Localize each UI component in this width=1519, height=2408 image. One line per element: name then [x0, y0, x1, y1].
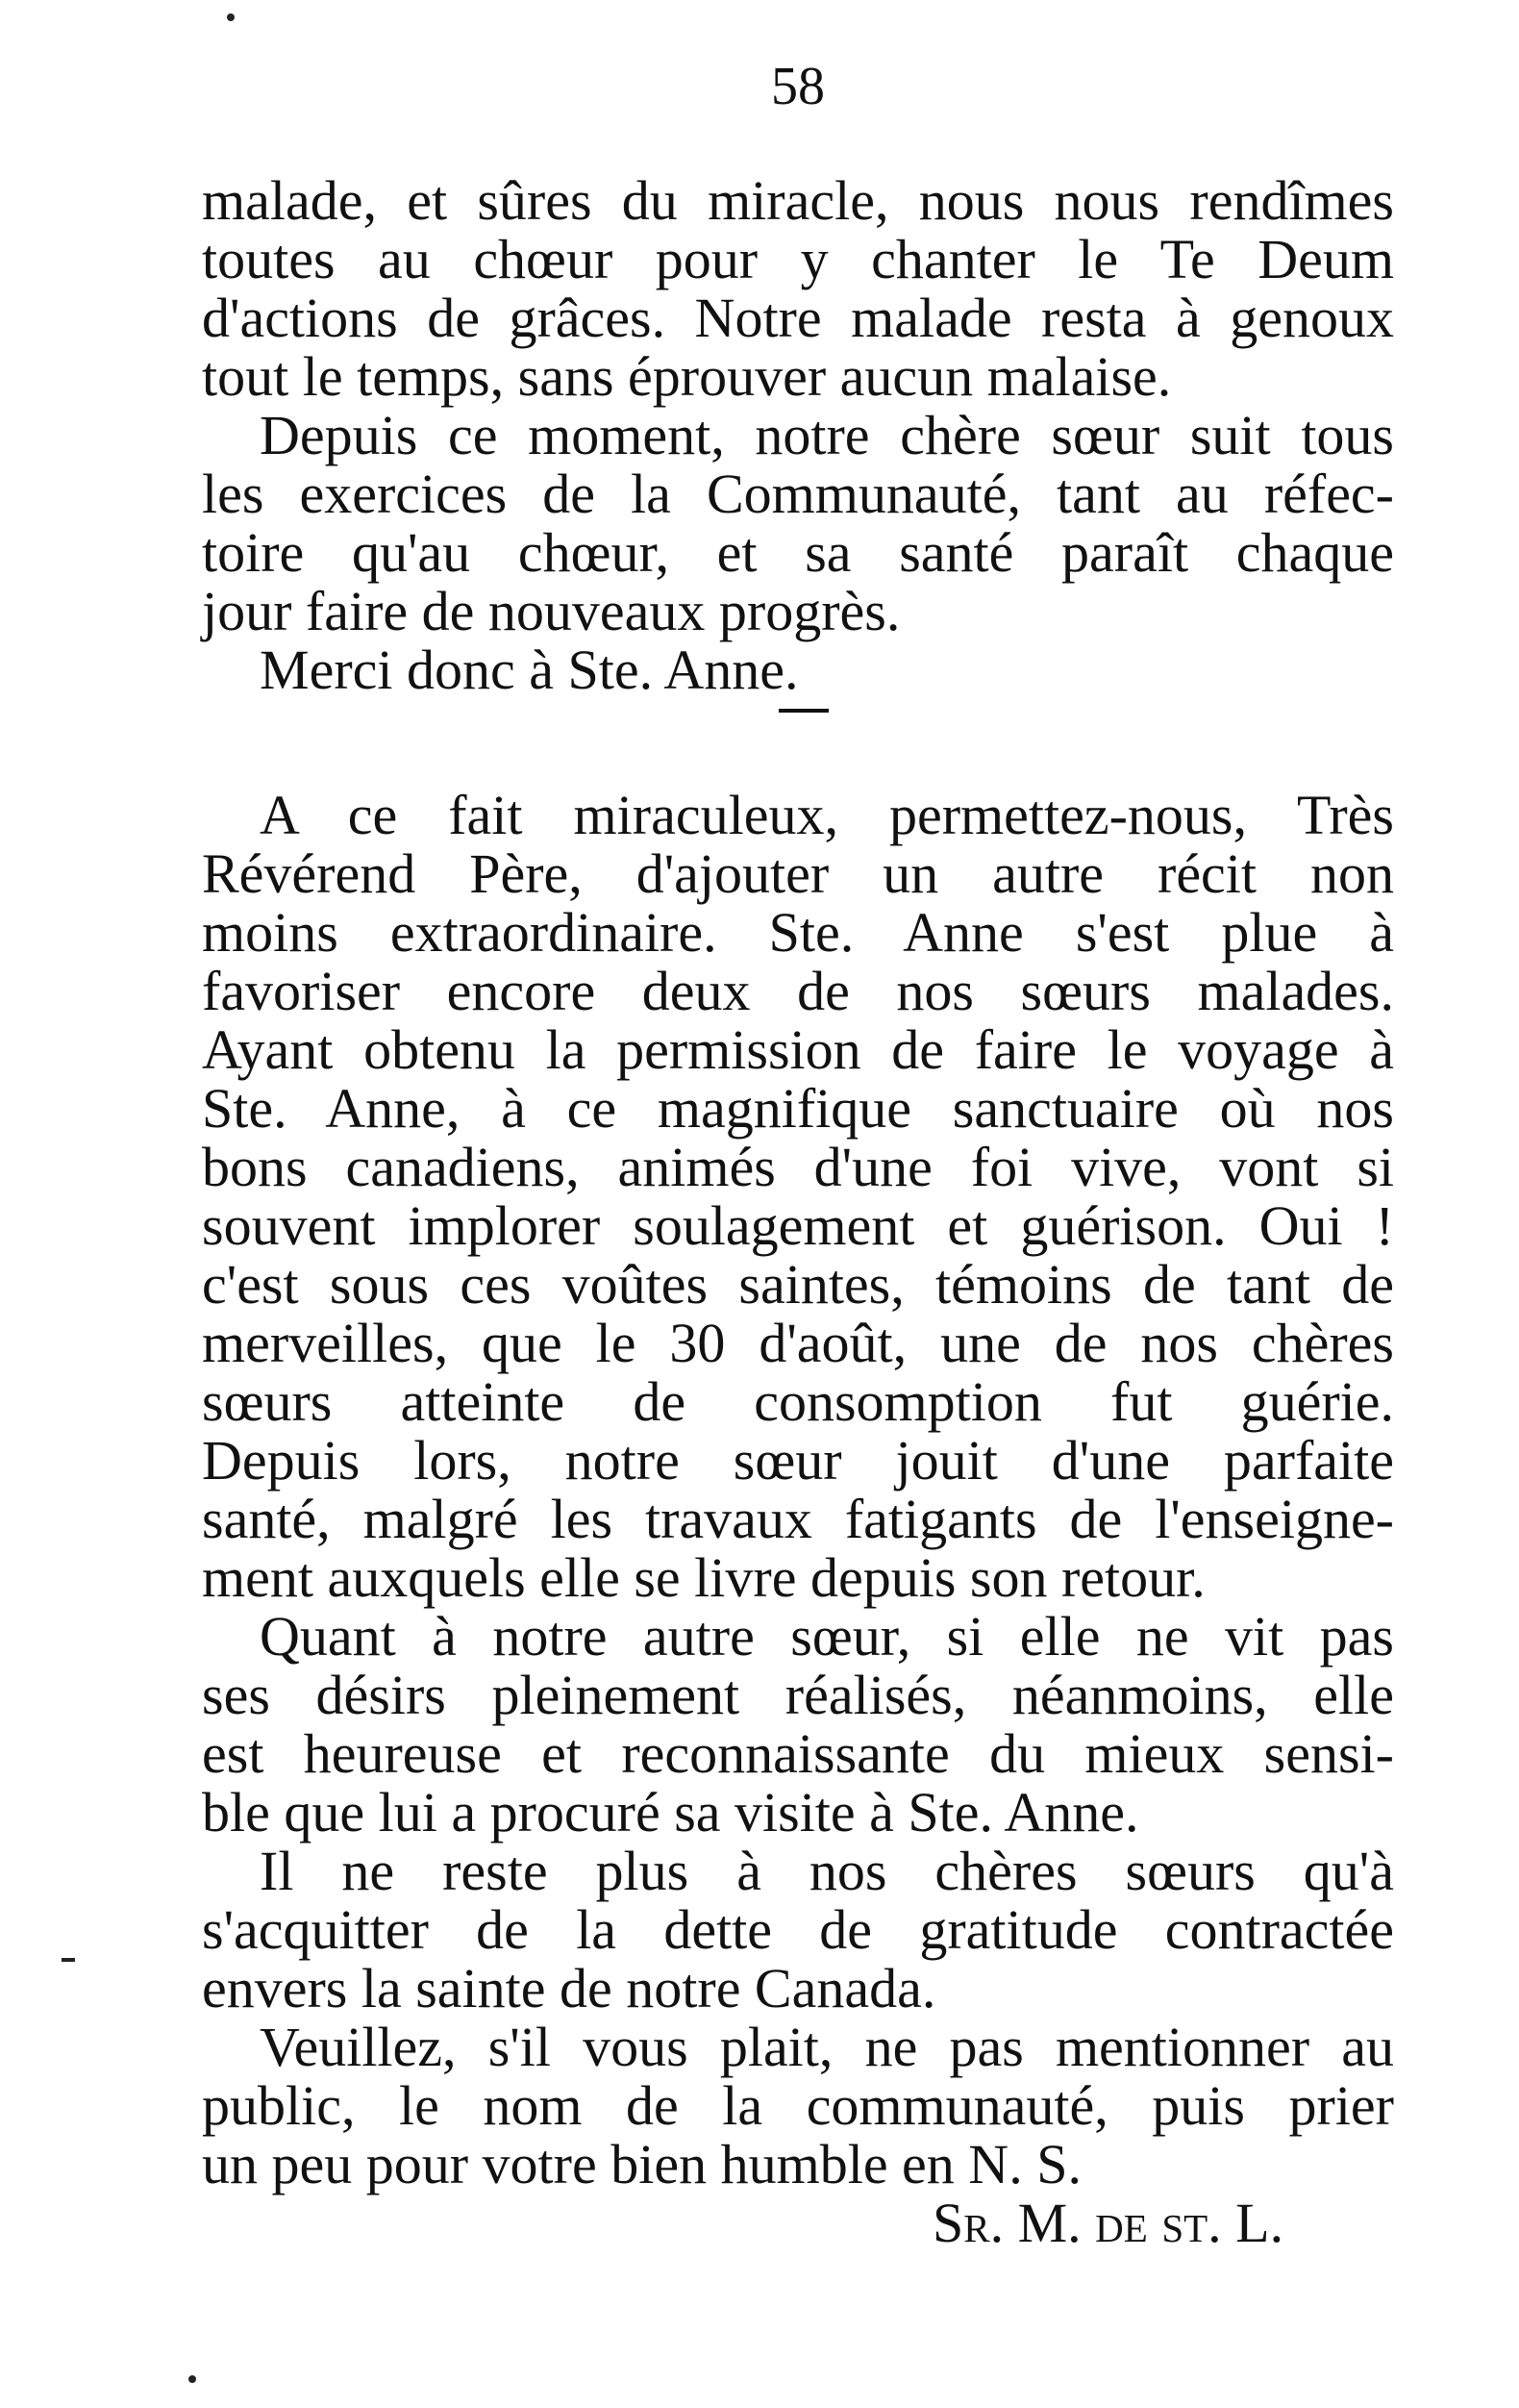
paragraph: [202, 1842, 1394, 2018]
text-line: A ce fait miraculeux, permettez-nous, Très: [260, 784, 1394, 846]
text-line: merveilles, que le 30 d'août, une de nos chères: [202, 1312, 1394, 1374]
text-line: favoriser encore deux de nos sœurs malades.: [202, 960, 1394, 1022]
text-line: bons canadiens, animés d'une foi vive, vont si: [202, 1136, 1394, 1198]
text-line: ment auxquels elle se livre depuis son retour.: [202, 1546, 1206, 1609]
text-line: public, le nom de la communauté, puis prier: [202, 2074, 1394, 2137]
text-line: est heureuse et reconnaissante du mieux sensi-: [202, 1722, 1394, 1785]
text-line: les exercices de la Communauté, tant au réfec-: [202, 463, 1394, 525]
text-line: Depuis ce moment, notre chère sœur suit tous: [260, 404, 1394, 466]
text-line: toire qu'au chœur, et sa santé paraît chaque: [202, 521, 1394, 584]
text-line: moins extraordinaire. Ste. Anne s'est plue à: [202, 901, 1394, 964]
text-line: Ayant obtenu la permission de faire le voyage à: [202, 1018, 1394, 1081]
text-line: souvent implorer soulagement et guérison. Oui !: [202, 1194, 1394, 1257]
text-line: Révérend Père, d'ajouter un autre récit non: [202, 842, 1394, 905]
body-text: [202, 171, 1394, 2252]
text-line: Il ne reste plus à nos chères sœurs qu'à: [260, 1840, 1394, 1902]
text-line: Depuis lors, notre sœur jouit d'une parfaite: [202, 1429, 1394, 1492]
text-line: jour faire de nouveaux progrès.: [202, 580, 901, 642]
text-line: ses désirs pleinement réalisés, néanmoins, elle: [202, 1664, 1394, 1726]
text-line: malade, et sûres du miracle, nous nous rendîmes: [202, 169, 1394, 232]
text-line: tout le temps, sans éprouver aucun malaise.: [202, 345, 1172, 408]
signature: Sr. M. de st. L.: [933, 2192, 1284, 2254]
text-line: sœurs atteinte de consomption fut guérie.: [202, 1370, 1394, 1433]
section-divider: [202, 699, 1394, 786]
text-line: d'actions de grâces. Notre malade resta à genoux: [202, 287, 1394, 349]
paragraph: [202, 171, 1394, 406]
paragraph: [202, 406, 1394, 640]
text-line: envers la sainte de notre Canada.: [202, 1957, 936, 2019]
margin-speck: [188, 2375, 196, 2383]
text-line: Veuillez, s'il vous plait, ne pas mentionner au: [260, 2016, 1394, 2078]
paragraph: [202, 786, 1394, 1607]
paragraph: [202, 1607, 1394, 1842]
text-line: Quant à notre autre sœur, si elle ne vit pas: [260, 1605, 1394, 1668]
paragraph: [202, 2018, 1394, 2194]
margin-speck: [227, 13, 235, 21]
margin-speck: [62, 1958, 75, 1962]
text-line: Merci donc à Ste. Anne.: [260, 639, 799, 701]
text-line: santé, malgré les travaux fatigants de l'enseigne-: [202, 1488, 1394, 1550]
text-line: toutes au chœur pour y chanter le Te Deum: [202, 228, 1394, 290]
text-line: un peu pour votre bien humble en N. S.: [202, 2133, 1082, 2195]
text-line: c'est sous ces voûtes saintes, témoins de tant de: [202, 1253, 1394, 1316]
paragraph: [202, 640, 1394, 699]
text-line: s'acquitter de la dette de gratitude contractée: [202, 1898, 1394, 1961]
text-line: Ste. Anne, à ce magnifique sanctuaire où nos: [202, 1077, 1394, 1140]
page-number: 58: [771, 57, 825, 116]
text-line: ble que lui a procuré sa visite à Ste. Anne.: [202, 1781, 1139, 1844]
